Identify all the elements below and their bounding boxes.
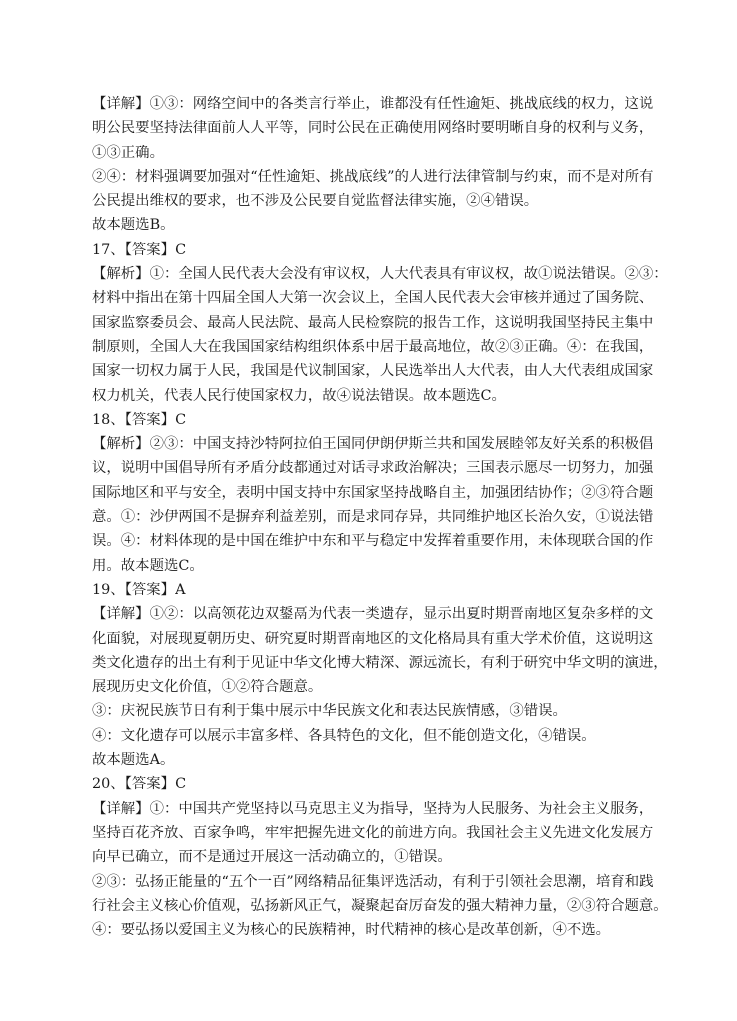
text-line: ③：庆祝民族节日有利于集中展示中华民族文化和表达民族情感，③错误。 <box>92 703 567 720</box>
document-page <box>92 92 676 942</box>
text-line: ④：文化遗存可以展示丰富多样、各具特色的文化，但不能创造文化，④错误。 <box>92 727 596 744</box>
text-line: 国家监察委员会、最高人民法院、最高人民检察院的报告工作，这说明我国坚持民主集中 <box>92 314 654 331</box>
text-line: 故本题选B。 <box>92 217 175 234</box>
text-line: 意。①：沙伊两国不是摒弃利益差别，而是求同存异，共同维护地区长治久安，①说法错 <box>92 509 654 526</box>
text-line: 展现历史文化价值，①②符合题意。 <box>92 679 323 696</box>
text-line: ②③：弘扬正能量的“五个一百”网络精品征集评选活动，有利于引领社会思潮，培育和践 <box>92 873 654 890</box>
text-line: 故本题选A。 <box>92 752 175 769</box>
answer-heading: 20、【答案】C <box>92 776 187 793</box>
text-line: 国际地区和平与安全，表明中国支持中东国家坚持战略自主，加强团结协作；②③符合题 <box>92 484 654 501</box>
text-line: 议，说明中国倡导所有矛盾分歧都通过对话寻求政治解决；三国表示愿尽一切努力，加强 <box>92 460 654 477</box>
text-line: 制原则，全国人大在我国国家结构组织体系中居于最高地位，故②③正确。④：在我国， <box>92 338 654 355</box>
text-line: 误。④：材料体现的是中国在维护中东和平与稳定中发挥着重要作用，未体现联合国的作 <box>92 533 654 550</box>
text-line: 明公民要坚持法律面前人人平等，同时公民在正确使用网络时要明晰自身的权利与义务， <box>92 120 654 137</box>
text-line: 向早已确立，而不是通过开展这一活动确立的，①错误。 <box>92 849 452 866</box>
text-line: 材料中指出在第十四届全国人大第一次会议上，全国人民代表大会审核并通过了国务院、 <box>92 290 654 307</box>
text-line: 【解析】①：全国人民代表大会没有审议权，人大代表具有审议权，故①说法错误。②③： <box>92 266 668 283</box>
text-line: ①③正确。 <box>92 144 164 161</box>
text-line: 坚持百花齐放、百家争鸣，牢牢把握先进文化的前进方向。我国社会主义先进文化发展方 <box>92 824 654 841</box>
answer-heading: 17、【答案】C <box>92 241 187 258</box>
text-line: 【详解】①③：网络空间中的各类言行举止，谁都没有任性逾矩、挑战底线的权力，这说 <box>92 96 654 112</box>
text-line: 【解析】②③：中国支持沙特阿拉伯王国同伊朗伊斯兰共和国发展睦邻友好关系的积极倡 <box>92 436 654 453</box>
text-line: 国家一切权力属于人民，我国是代议制国家，人民选举出人大代表，由人大代表组成国家 <box>92 363 654 380</box>
answer-heading: 19、【答案】A <box>92 581 186 598</box>
answer-heading: 18、【答案】C <box>92 411 187 428</box>
text-line: 【详解】①：中国共产党坚持以马克思主义为指导，坚持为人民服务、为社会主义服务， <box>92 800 654 817</box>
text-line: 公民提出维权的要求，也不涉及公民要自觉监督法律实施，②④错误。 <box>92 193 539 210</box>
text-line: ②④：材料强调要加强对“任性逾矩、挑战底线”的人进行法律管制与约束，而不是对所有 <box>92 168 654 185</box>
text-line: 类文化遗存的出土有利于见证中华文化博大精深、源远流长，有利于研究中华文明的演进， <box>92 654 668 671</box>
text-line: ④：要弘扬以爱国主义为核心的民族精神，时代精神的核心是改革创新，④不选。 <box>92 922 611 939</box>
text-line: 【详解】①②：以高领花边双鋬鬲为代表一类遗存，显示出夏时期晋南地区复杂多样的文 <box>92 606 654 623</box>
text-line: 权力机关，代表人民行使国家权力，故④说法错误。故本题选C。 <box>92 387 506 404</box>
text-line: 行社会主义核心价值观，弘扬新风正气，凝聚起奋厉奋发的强大精神力量，②③符合题意。 <box>92 897 668 914</box>
text-line: 化面貌，对展现夏朝历史、研究夏时期晋南地区的文化格局具有重大学术价值，这说明这 <box>92 630 654 647</box>
text-line: 用。故本题选C。 <box>92 557 204 574</box>
